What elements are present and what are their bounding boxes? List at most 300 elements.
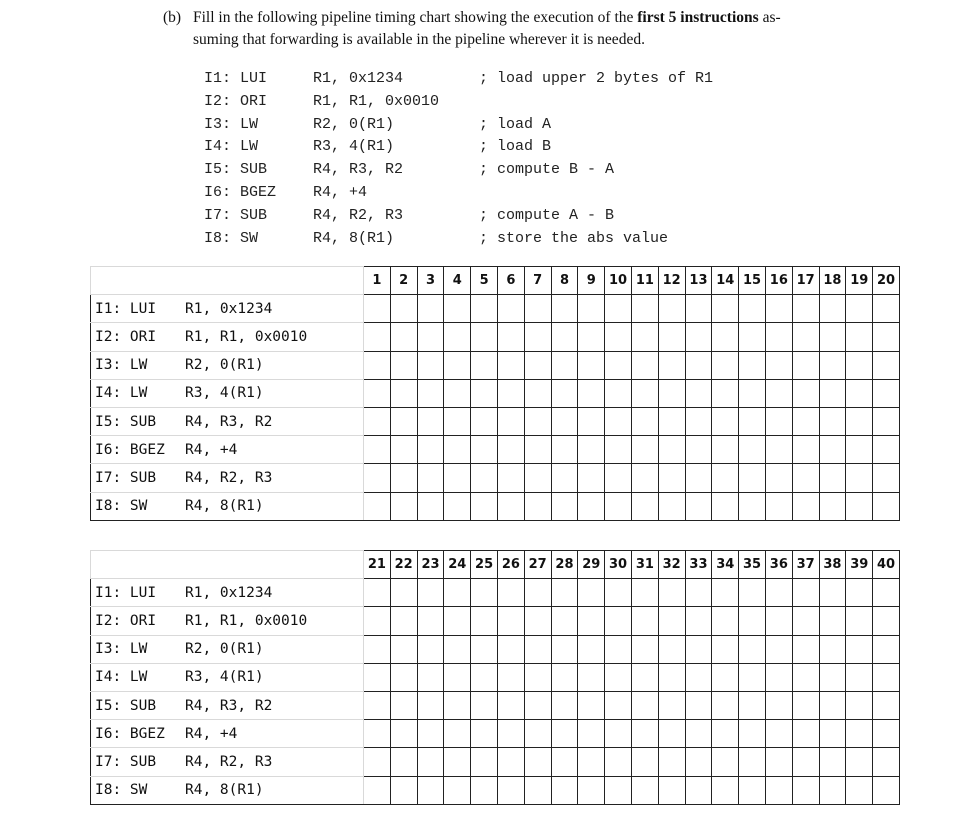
pipeline-stage-cell[interactable] [471, 663, 498, 691]
pipeline-stage-cell[interactable] [364, 436, 391, 464]
pipeline-stage-cell[interactable] [578, 407, 605, 435]
pipeline-stage-cell[interactable] [551, 776, 578, 804]
pipeline-stage-cell[interactable] [873, 464, 900, 492]
pipeline-stage-cell[interactable] [417, 663, 444, 691]
pipeline-stage-cell[interactable] [551, 748, 578, 776]
pipeline-stage-cell[interactable] [497, 776, 524, 804]
pipeline-stage-cell[interactable] [444, 464, 471, 492]
pipeline-stage-cell[interactable] [417, 407, 444, 435]
pipeline-stage-cell[interactable] [605, 464, 632, 492]
pipeline-stage-cell[interactable] [444, 663, 471, 691]
pipeline-stage-cell[interactable] [712, 579, 739, 607]
pipeline-stage-cell[interactable] [364, 691, 391, 719]
pipeline-stage-cell[interactable] [390, 663, 417, 691]
pipeline-stage-cell[interactable] [524, 691, 551, 719]
pipeline-stage-cell[interactable] [792, 691, 819, 719]
pipeline-stage-cell[interactable] [792, 295, 819, 323]
pipeline-stage-cell[interactable] [819, 579, 846, 607]
pipeline-stage-cell[interactable] [364, 407, 391, 435]
pipeline-stage-cell[interactable] [765, 691, 792, 719]
pipeline-stage-cell[interactable] [765, 663, 792, 691]
pipeline-stage-cell[interactable] [739, 295, 766, 323]
pipeline-stage-cell[interactable] [578, 748, 605, 776]
pipeline-stage-cell[interactable] [712, 295, 739, 323]
pipeline-stage-cell[interactable] [364, 720, 391, 748]
pipeline-stage-cell[interactable] [497, 436, 524, 464]
pipeline-stage-cell[interactable] [631, 323, 658, 351]
pipeline-stage-cell[interactable] [712, 607, 739, 635]
pipeline-stage-cell[interactable] [819, 492, 846, 520]
pipeline-stage-cell[interactable] [578, 607, 605, 635]
pipeline-stage-cell[interactable] [364, 579, 391, 607]
pipeline-stage-cell[interactable] [390, 464, 417, 492]
pipeline-stage-cell[interactable] [578, 464, 605, 492]
pipeline-stage-cell[interactable] [471, 323, 498, 351]
pipeline-stage-cell[interactable] [846, 720, 873, 748]
pipeline-stage-cell[interactable] [364, 748, 391, 776]
pipeline-stage-cell[interactable] [846, 691, 873, 719]
pipeline-stage-cell[interactable] [685, 776, 712, 804]
pipeline-stage-cell[interactable] [551, 295, 578, 323]
pipeline-stage-cell[interactable] [846, 748, 873, 776]
pipeline-stage-cell[interactable] [471, 748, 498, 776]
pipeline-stage-cell[interactable] [873, 351, 900, 379]
pipeline-stage-cell[interactable] [765, 295, 792, 323]
pipeline-stage-cell[interactable] [497, 351, 524, 379]
pipeline-stage-cell[interactable] [739, 607, 766, 635]
pipeline-stage-cell[interactable] [578, 776, 605, 804]
pipeline-stage-cell[interactable] [497, 492, 524, 520]
pipeline-stage-cell[interactable] [578, 691, 605, 719]
pipeline-stage-cell[interactable] [471, 436, 498, 464]
pipeline-stage-cell[interactable] [390, 748, 417, 776]
pipeline-stage-cell[interactable] [712, 436, 739, 464]
pipeline-stage-cell[interactable] [712, 720, 739, 748]
pipeline-stage-cell[interactable] [846, 492, 873, 520]
pipeline-stage-cell[interactable] [873, 635, 900, 663]
pipeline-stage-cell[interactable] [631, 436, 658, 464]
pipeline-stage-cell[interactable] [605, 720, 632, 748]
pipeline-stage-cell[interactable] [390, 635, 417, 663]
pipeline-stage-cell[interactable] [819, 720, 846, 748]
pipeline-stage-cell[interactable] [685, 407, 712, 435]
pipeline-stage-cell[interactable] [417, 720, 444, 748]
pipeline-stage-cell[interactable] [364, 776, 391, 804]
pipeline-stage-cell[interactable] [417, 379, 444, 407]
pipeline-stage-cell[interactable] [524, 663, 551, 691]
pipeline-stage-cell[interactable] [873, 492, 900, 520]
pipeline-stage-cell[interactable] [846, 776, 873, 804]
pipeline-stage-cell[interactable] [524, 492, 551, 520]
pipeline-stage-cell[interactable] [417, 295, 444, 323]
pipeline-stage-cell[interactable] [846, 295, 873, 323]
pipeline-stage-cell[interactable] [685, 436, 712, 464]
pipeline-stage-cell[interactable] [792, 776, 819, 804]
pipeline-stage-cell[interactable] [658, 436, 685, 464]
pipeline-stage-cell[interactable] [819, 436, 846, 464]
pipeline-stage-cell[interactable] [712, 492, 739, 520]
pipeline-stage-cell[interactable] [765, 579, 792, 607]
pipeline-stage-cell[interactable] [578, 379, 605, 407]
pipeline-stage-cell[interactable] [497, 579, 524, 607]
pipeline-stage-cell[interactable] [739, 776, 766, 804]
pipeline-stage-cell[interactable] [364, 635, 391, 663]
pipeline-stage-cell[interactable] [819, 607, 846, 635]
pipeline-stage-cell[interactable] [524, 351, 551, 379]
pipeline-stage-cell[interactable] [658, 579, 685, 607]
pipeline-stage-cell[interactable] [846, 607, 873, 635]
pipeline-stage-cell[interactable] [631, 748, 658, 776]
pipeline-stage-cell[interactable] [390, 407, 417, 435]
pipeline-stage-cell[interactable] [873, 776, 900, 804]
pipeline-stage-cell[interactable] [658, 691, 685, 719]
pipeline-stage-cell[interactable] [417, 492, 444, 520]
pipeline-stage-cell[interactable] [873, 607, 900, 635]
pipeline-stage-cell[interactable] [524, 464, 551, 492]
pipeline-stage-cell[interactable] [417, 351, 444, 379]
pipeline-stage-cell[interactable] [658, 635, 685, 663]
pipeline-stage-cell[interactable] [417, 635, 444, 663]
pipeline-stage-cell[interactable] [631, 663, 658, 691]
pipeline-stage-cell[interactable] [471, 407, 498, 435]
pipeline-stage-cell[interactable] [390, 607, 417, 635]
pipeline-stage-cell[interactable] [792, 464, 819, 492]
pipeline-stage-cell[interactable] [712, 635, 739, 663]
pipeline-stage-cell[interactable] [497, 607, 524, 635]
pipeline-stage-cell[interactable] [390, 351, 417, 379]
pipeline-stage-cell[interactable] [739, 691, 766, 719]
pipeline-stage-cell[interactable] [739, 436, 766, 464]
pipeline-stage-cell[interactable] [578, 579, 605, 607]
pipeline-stage-cell[interactable] [685, 607, 712, 635]
pipeline-stage-cell[interactable] [444, 323, 471, 351]
pipeline-stage-cell[interactable] [846, 323, 873, 351]
pipeline-stage-cell[interactable] [712, 323, 739, 351]
pipeline-stage-cell[interactable] [471, 295, 498, 323]
pipeline-stage-cell[interactable] [471, 720, 498, 748]
pipeline-stage-cell[interactable] [605, 579, 632, 607]
pipeline-stage-cell[interactable] [846, 663, 873, 691]
pipeline-stage-cell[interactable] [765, 607, 792, 635]
pipeline-stage-cell[interactable] [792, 607, 819, 635]
pipeline-stage-cell[interactable] [792, 351, 819, 379]
pipeline-stage-cell[interactable] [497, 663, 524, 691]
pipeline-stage-cell[interactable] [819, 635, 846, 663]
pipeline-stage-cell[interactable] [578, 295, 605, 323]
pipeline-stage-cell[interactable] [578, 323, 605, 351]
pipeline-stage-cell[interactable] [444, 748, 471, 776]
pipeline-stage-cell[interactable] [551, 351, 578, 379]
pipeline-stage-cell[interactable] [444, 379, 471, 407]
pipeline-stage-cell[interactable] [417, 748, 444, 776]
pipeline-stage-cell[interactable] [712, 691, 739, 719]
pipeline-stage-cell[interactable] [364, 379, 391, 407]
pipeline-stage-cell[interactable] [846, 379, 873, 407]
pipeline-stage-cell[interactable] [497, 635, 524, 663]
pipeline-stage-cell[interactable] [444, 720, 471, 748]
pipeline-stage-cell[interactable] [685, 720, 712, 748]
pipeline-stage-cell[interactable] [471, 379, 498, 407]
pipeline-stage-cell[interactable] [605, 436, 632, 464]
pipeline-stage-cell[interactable] [444, 579, 471, 607]
pipeline-stage-cell[interactable] [846, 579, 873, 607]
pipeline-stage-cell[interactable] [658, 607, 685, 635]
pipeline-stage-cell[interactable] [551, 379, 578, 407]
pipeline-stage-cell[interactable] [364, 323, 391, 351]
pipeline-stage-cell[interactable] [685, 748, 712, 776]
pipeline-stage-cell[interactable] [471, 691, 498, 719]
pipeline-stage-cell[interactable] [712, 748, 739, 776]
pipeline-stage-cell[interactable] [739, 379, 766, 407]
pipeline-stage-cell[interactable] [739, 748, 766, 776]
pipeline-stage-cell[interactable] [390, 323, 417, 351]
pipeline-stage-cell[interactable] [444, 492, 471, 520]
pipeline-stage-cell[interactable] [658, 720, 685, 748]
pipeline-stage-cell[interactable] [605, 295, 632, 323]
pipeline-stage-cell[interactable] [444, 407, 471, 435]
pipeline-stage-cell[interactable] [524, 436, 551, 464]
pipeline-stage-cell[interactable] [739, 579, 766, 607]
pipeline-stage-cell[interactable] [551, 720, 578, 748]
pipeline-stage-cell[interactable] [658, 464, 685, 492]
pipeline-stage-cell[interactable] [578, 351, 605, 379]
pipeline-stage-cell[interactable] [578, 720, 605, 748]
pipeline-stage-cell[interactable] [873, 720, 900, 748]
pipeline-stage-cell[interactable] [524, 720, 551, 748]
pipeline-stage-cell[interactable] [578, 663, 605, 691]
pipeline-stage-cell[interactable] [497, 464, 524, 492]
pipeline-stage-cell[interactable] [739, 323, 766, 351]
pipeline-stage-cell[interactable] [765, 351, 792, 379]
pipeline-stage-cell[interactable] [819, 295, 846, 323]
pipeline-stage-cell[interactable] [605, 351, 632, 379]
pipeline-stage-cell[interactable] [658, 323, 685, 351]
pipeline-stage-cell[interactable] [819, 663, 846, 691]
pipeline-stage-cell[interactable] [658, 776, 685, 804]
pipeline-stage-cell[interactable] [765, 464, 792, 492]
pipeline-stage-cell[interactable] [551, 663, 578, 691]
pipeline-stage-cell[interactable] [551, 691, 578, 719]
pipeline-stage-cell[interactable] [390, 691, 417, 719]
pipeline-stage-cell[interactable] [524, 295, 551, 323]
pipeline-stage-cell[interactable] [712, 776, 739, 804]
pipeline-stage-cell[interactable] [551, 464, 578, 492]
pipeline-stage-cell[interactable] [471, 492, 498, 520]
pipeline-stage-cell[interactable] [605, 748, 632, 776]
pipeline-stage-cell[interactable] [792, 663, 819, 691]
pipeline-stage-cell[interactable] [444, 635, 471, 663]
pipeline-stage-cell[interactable] [605, 635, 632, 663]
pipeline-stage-cell[interactable] [739, 351, 766, 379]
pipeline-stage-cell[interactable] [444, 776, 471, 804]
pipeline-stage-cell[interactable] [765, 635, 792, 663]
pipeline-stage-cell[interactable] [390, 436, 417, 464]
pipeline-stage-cell[interactable] [417, 691, 444, 719]
pipeline-stage-cell[interactable] [685, 635, 712, 663]
pipeline-stage-cell[interactable] [605, 492, 632, 520]
pipeline-stage-cell[interactable] [390, 579, 417, 607]
pipeline-stage-cell[interactable] [551, 436, 578, 464]
pipeline-stage-cell[interactable] [524, 635, 551, 663]
pipeline-stage-cell[interactable] [578, 492, 605, 520]
pipeline-stage-cell[interactable] [631, 492, 658, 520]
pipeline-stage-cell[interactable] [739, 492, 766, 520]
pipeline-stage-cell[interactable] [444, 607, 471, 635]
pipeline-stage-cell[interactable] [765, 379, 792, 407]
pipeline-stage-cell[interactable] [390, 720, 417, 748]
pipeline-stage-cell[interactable] [846, 464, 873, 492]
pipeline-stage-cell[interactable] [712, 663, 739, 691]
pipeline-stage-cell[interactable] [524, 323, 551, 351]
pipeline-stage-cell[interactable] [765, 776, 792, 804]
pipeline-stage-cell[interactable] [417, 323, 444, 351]
pipeline-stage-cell[interactable] [819, 776, 846, 804]
pipeline-stage-cell[interactable] [364, 295, 391, 323]
pipeline-stage-cell[interactable] [685, 464, 712, 492]
pipeline-stage-cell[interactable] [658, 407, 685, 435]
pipeline-stage-cell[interactable] [873, 663, 900, 691]
pipeline-stage-cell[interactable] [658, 295, 685, 323]
pipeline-stage-cell[interactable] [873, 407, 900, 435]
pipeline-stage-cell[interactable] [578, 635, 605, 663]
pipeline-stage-cell[interactable] [631, 379, 658, 407]
pipeline-stage-cell[interactable] [739, 464, 766, 492]
pipeline-stage-cell[interactable] [846, 407, 873, 435]
pipeline-stage-cell[interactable] [631, 295, 658, 323]
pipeline-stage-cell[interactable] [551, 492, 578, 520]
pipeline-stage-cell[interactable] [792, 492, 819, 520]
pipeline-stage-cell[interactable] [471, 635, 498, 663]
pipeline-stage-cell[interactable] [417, 436, 444, 464]
pipeline-stage-cell[interactable] [417, 776, 444, 804]
pipeline-stage-cell[interactable] [444, 295, 471, 323]
pipeline-stage-cell[interactable] [551, 407, 578, 435]
pipeline-stage-cell[interactable] [444, 351, 471, 379]
pipeline-stage-cell[interactable] [792, 579, 819, 607]
pipeline-stage-cell[interactable] [524, 407, 551, 435]
pipeline-stage-cell[interactable] [605, 407, 632, 435]
pipeline-stage-cell[interactable] [658, 492, 685, 520]
pipeline-stage-cell[interactable] [846, 635, 873, 663]
pipeline-stage-cell[interactable] [631, 579, 658, 607]
pipeline-stage-cell[interactable] [792, 720, 819, 748]
pipeline-stage-cell[interactable] [792, 436, 819, 464]
pipeline-stage-cell[interactable] [364, 351, 391, 379]
pipeline-stage-cell[interactable] [873, 579, 900, 607]
pipeline-stage-cell[interactable] [551, 635, 578, 663]
pipeline-stage-cell[interactable] [471, 351, 498, 379]
pipeline-stage-cell[interactable] [631, 720, 658, 748]
pipeline-stage-cell[interactable] [578, 436, 605, 464]
pipeline-stage-cell[interactable] [765, 323, 792, 351]
pipeline-stage-cell[interactable] [524, 748, 551, 776]
pipeline-stage-cell[interactable] [846, 436, 873, 464]
pipeline-stage-cell[interactable] [390, 492, 417, 520]
pipeline-stage-cell[interactable] [364, 492, 391, 520]
pipeline-stage-cell[interactable] [765, 748, 792, 776]
pipeline-stage-cell[interactable] [444, 691, 471, 719]
pipeline-stage-cell[interactable] [819, 691, 846, 719]
pipeline-stage-cell[interactable] [497, 691, 524, 719]
pipeline-stage-cell[interactable] [658, 379, 685, 407]
pipeline-stage-cell[interactable] [765, 492, 792, 520]
pipeline-stage-cell[interactable] [658, 748, 685, 776]
pipeline-stage-cell[interactable] [551, 607, 578, 635]
pipeline-stage-cell[interactable] [873, 748, 900, 776]
pipeline-stage-cell[interactable] [685, 379, 712, 407]
pipeline-stage-cell[interactable] [497, 407, 524, 435]
pipeline-stage-cell[interactable] [765, 720, 792, 748]
pipeline-stage-cell[interactable] [873, 323, 900, 351]
pipeline-stage-cell[interactable] [631, 776, 658, 804]
pipeline-stage-cell[interactable] [551, 323, 578, 351]
pipeline-stage-cell[interactable] [739, 407, 766, 435]
pipeline-stage-cell[interactable] [605, 776, 632, 804]
pipeline-stage-cell[interactable] [631, 464, 658, 492]
pipeline-stage-cell[interactable] [846, 351, 873, 379]
pipeline-stage-cell[interactable] [819, 407, 846, 435]
pipeline-stage-cell[interactable] [497, 323, 524, 351]
pipeline-stage-cell[interactable] [417, 579, 444, 607]
pipeline-stage-cell[interactable] [792, 323, 819, 351]
pipeline-stage-cell[interactable] [712, 351, 739, 379]
pipeline-stage-cell[interactable] [471, 464, 498, 492]
pipeline-stage-cell[interactable] [685, 579, 712, 607]
pipeline-stage-cell[interactable] [605, 379, 632, 407]
pipeline-stage-cell[interactable] [524, 579, 551, 607]
pipeline-stage-cell[interactable] [873, 691, 900, 719]
pipeline-stage-cell[interactable] [685, 492, 712, 520]
pipeline-stage-cell[interactable] [631, 407, 658, 435]
pipeline-stage-cell[interactable] [631, 351, 658, 379]
pipeline-stage-cell[interactable] [712, 379, 739, 407]
pipeline-stage-cell[interactable] [658, 663, 685, 691]
pipeline-stage-cell[interactable] [685, 295, 712, 323]
pipeline-stage-cell[interactable] [685, 351, 712, 379]
pipeline-stage-cell[interactable] [631, 635, 658, 663]
pipeline-stage-cell[interactable] [819, 351, 846, 379]
pipeline-stage-cell[interactable] [364, 464, 391, 492]
pipeline-stage-cell[interactable] [819, 748, 846, 776]
pipeline-stage-cell[interactable] [819, 323, 846, 351]
pipeline-stage-cell[interactable] [739, 663, 766, 691]
pipeline-stage-cell[interactable] [765, 436, 792, 464]
pipeline-stage-cell[interactable] [631, 691, 658, 719]
pipeline-stage-cell[interactable] [471, 579, 498, 607]
pipeline-stage-cell[interactable] [497, 379, 524, 407]
pipeline-stage-cell[interactable] [631, 607, 658, 635]
pipeline-stage-cell[interactable] [497, 295, 524, 323]
pipeline-stage-cell[interactable] [364, 663, 391, 691]
pipeline-stage-cell[interactable] [739, 635, 766, 663]
pipeline-stage-cell[interactable] [792, 379, 819, 407]
pipeline-stage-cell[interactable] [524, 776, 551, 804]
pipeline-stage-cell[interactable] [685, 323, 712, 351]
pipeline-stage-cell[interactable] [524, 379, 551, 407]
pipeline-stage-cell[interactable] [712, 407, 739, 435]
pipeline-stage-cell[interactable] [739, 720, 766, 748]
pipeline-stage-cell[interactable] [605, 323, 632, 351]
pipeline-stage-cell[interactable] [417, 464, 444, 492]
pipeline-stage-cell[interactable] [497, 720, 524, 748]
pipeline-stage-cell[interactable] [524, 607, 551, 635]
pipeline-stage-cell[interactable] [792, 407, 819, 435]
pipeline-stage-cell[interactable] [417, 607, 444, 635]
pipeline-stage-cell[interactable] [471, 776, 498, 804]
pipeline-stage-cell[interactable] [873, 295, 900, 323]
pipeline-stage-cell[interactable] [605, 663, 632, 691]
pipeline-stage-cell[interactable] [471, 607, 498, 635]
